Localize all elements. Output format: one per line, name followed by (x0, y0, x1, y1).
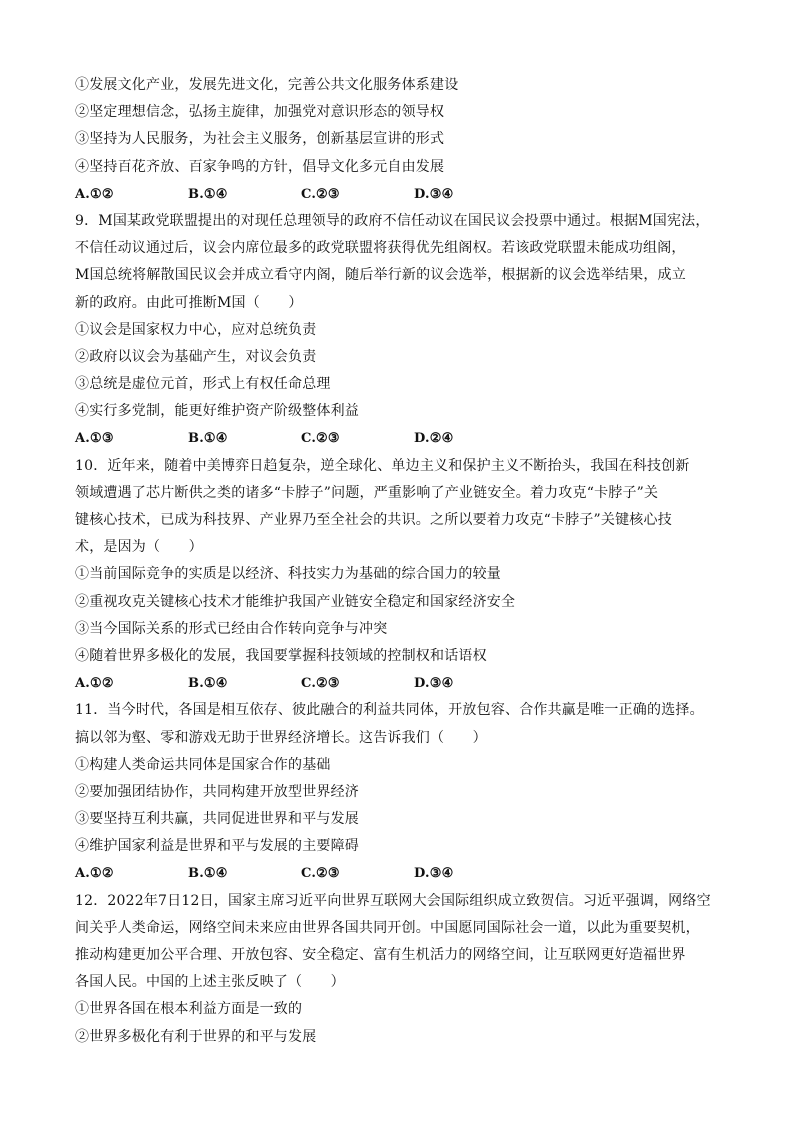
question-9 (75, 208, 725, 453)
q10-stem-line-2: 领域遭遇了芯片断供之类的诸多“卡脖子”问题，严重影响了产业链安全。着力攻克“卡脖子”关 (75, 484, 659, 501)
q10-choices (75, 670, 725, 697)
q11-choice-c: C.②③ (301, 866, 340, 882)
q10-option-2: ②重视攻克关键核心技术才能维护我国产业链安全稳定和国家经济安全 (75, 593, 516, 610)
question-8 (75, 72, 725, 208)
q11-option-3: ③要坚持互利共赢，共同促进世界和平与发展 (75, 811, 359, 828)
q9-option-2: ②政府以议会为基础产生，对议会负责 (75, 348, 317, 365)
question-12 (75, 888, 725, 1051)
q9-choice-c: C.②③ (301, 431, 340, 447)
q11-choice-d: D.③④ (414, 866, 454, 882)
q8-option-3: ③坚持为人民服务，为社会主义服务，创新基层宣讲的形式 (75, 131, 445, 148)
q9-choices (75, 425, 725, 452)
q8-choice-b: B.①④ (188, 186, 228, 202)
q12-stem-line-4: 各国人民。中国的上述主张反映了（ ） (75, 974, 345, 991)
q11-option-2: ②要加强团结协作，共同构建开放型世界经济 (75, 783, 359, 800)
q11-stem-line-2: 搞以邻为壑、零和游戏无助于世界经济增长。这告诉我们（ ） (75, 729, 487, 746)
question-11 (75, 697, 725, 887)
q9-stem-line-1: 9．M国某政党联盟提出的对现任总理领导的政府不信任动议在国民议会投票中通过。根据M国宪法， (75, 212, 710, 229)
q10-option-3: ③当今国际关系的形式已经由合作转向竞争与冲突 (75, 620, 388, 637)
q10-stem-line-4: 术，是因为（ ） (75, 539, 203, 556)
q8-option-2: ②坚定理想信念，弘扬主旋律，加强党对意识形态的领导权 (75, 104, 445, 121)
q8-option-1: ①发展文化产业，发展先进文化，完善公共文化服务体系建设 (75, 77, 459, 93)
q9-option-4: ④实行多党制，能更好维护资产阶级整体利益 (75, 403, 359, 420)
exam-page (75, 72, 725, 1051)
q9-choice-a: A.①③ (75, 431, 114, 447)
q11-choice-a: A.①② (75, 866, 114, 882)
q10-stem-line-3: 键核心技术，已成为科技界、产业界乃至全社会的共识。之所以要着力攻克“卡脖子”关键核心技 (75, 512, 672, 528)
q8-choice-a: A.①② (75, 186, 114, 202)
q12-option-2: ②世界多极化有利于世界的和平与发展 (75, 1028, 317, 1045)
q12-stem-line-2: 间关乎人类命运，网络空间未来应由世界各国共同开创。中国愿同国际社会一道，以此为重要契机， (75, 919, 700, 936)
q11-option-4: ④维护国家利益是世界和平与发展的主要障碍 (75, 838, 359, 855)
q10-option-1: ①当前国际竞争的实质是以经济、科技实力为基础的综合国力的较量 (75, 566, 501, 583)
question-10 (75, 453, 725, 698)
q10-choice-b: B.①④ (188, 676, 228, 692)
q12-option-1: ①世界各国在根本利益方面是一致的 (75, 1001, 303, 1018)
q10-choice-d: D.③④ (414, 676, 454, 692)
q9-option-1: ①议会是国家权力中心，应对总统负责 (75, 321, 317, 338)
q8-choices (75, 181, 725, 208)
q11-choice-b: B.①④ (188, 866, 228, 882)
q11-choices (75, 860, 725, 887)
q9-choice-b: B.①④ (188, 431, 228, 447)
q12-stem-line-1: 12．2022年7日12日，国家主席习近平向世界互联网大会国际组织成立致贺信。习近平强调，网络空 (75, 892, 711, 909)
q9-stem-line-2: 不信任动议通过后，议会内席位最多的政党联盟将获得优先组阁权。若该政党联盟未能成功组阁， (75, 240, 686, 257)
q10-option-4: ④随着世界多极化的发展，我国要掌握科技领域的控制权和话语权 (75, 647, 487, 664)
q9-stem-line-4: 新的政府。由此可推断M国（ ） (75, 294, 303, 311)
q10-choice-c: C.②③ (301, 676, 340, 692)
q11-option-1: ①构建人类命运共同体是国家合作的基础 (75, 756, 331, 773)
q9-stem-line-3: M国总统将解散国民议会并成立看守内阁，随后举行新的议会选举，根据新的议会选举结果，成立 (75, 267, 686, 284)
q10-stem-line-1: 10．近年来，随着中美博弈日趋复杂，逆全球化、单边主义和保护主义不断抬头，我国在科技创新 (75, 457, 690, 474)
q8-option-4: ④坚持百花齐放、百家争鸣的方针，倡导文化多元自由发展 (75, 158, 445, 175)
q11-stem-line-1: 11．当今时代，各国是相互依存、彼此融合的利益共同体，开放包容、合作共赢是唯一正确的选择。 (75, 702, 704, 719)
q9-option-3: ③总统是虚位元首，形式上有权任命总理 (75, 376, 331, 393)
q10-choice-a: A.①② (75, 676, 114, 692)
q12-stem-line-3: 推动构建更加公平合理、开放包容、安全稳定、富有生机活力的网络空间，让互联网更好造福世界 (75, 947, 686, 963)
q8-choice-c: C.②③ (301, 186, 340, 202)
q9-choice-d: D.②④ (414, 431, 454, 447)
q8-choice-d: D.③④ (414, 186, 454, 202)
